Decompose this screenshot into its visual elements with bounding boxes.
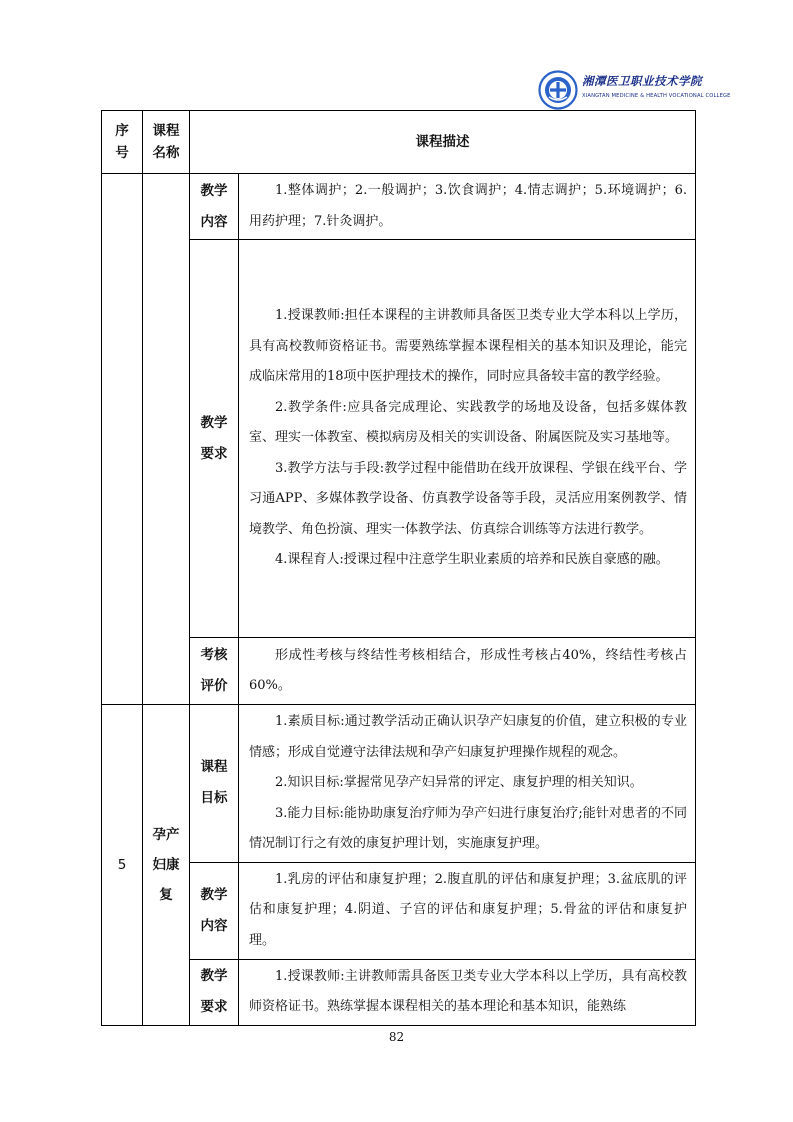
college-logo — [538, 70, 731, 110]
table-row — [102, 240, 696, 638]
sub-label-cell: 课程 目标 — [190, 705, 239, 863]
college-logo-english: XIANGTAN MEDICINE & HEALTH VOCATIONAL COLLEGE — [582, 93, 731, 99]
description-cell: 1.素质目标:通过教学活动正确认识孕产妇康复的价值，建立积极的专业情感；形成自觉遵守法律法规和孕产妇康复护理操作规程的观念。 2.知识目标:掌握常见孕产妇异常的评定、康复护理的相关知识。 3.能力目标:能协助康复治疗师为孕产妇进行康复治疗;能针对患者的不同情况制订行之有效的康复护理计划，实施康复护理。 — [239, 705, 696, 863]
table-row — [102, 959, 696, 1025]
description-cell: 1.整体调护；2.一般调护；3.饮食调护；4.情志调护；5.环境调护；6.用药护理；7.针灸调护。 — [239, 174, 696, 240]
course-name-cell: 孕产 妇康 复 — [143, 705, 190, 1026]
college-logo-name: 湘潭医卫职业技术学院 — [582, 74, 702, 88]
header-course-description: 课程描述 — [190, 111, 696, 174]
table-row — [102, 862, 696, 959]
sub-label-cell: 教学 要求 — [190, 240, 239, 638]
description-cell: 1.授课教师:担任本课程的主讲教师具备医卫类专业大学本科以上学历，具有高校教师资格证书。需要熟练掌握本课程相关的基本知识及理论，能完成临床常用的18项中医护理技术的操作，同时应具备较丰富的教学经验。 2.教学条件:应具备完成理论、实践教学的场地及设备，包括多媒体教室、理实一体教室、模拟病房及相关的实训设备、附属医院及实习基地等。 3.教学方法与手段:教学过程中能借助在线开放课程、学银在线平台、学习通APP、多媒体教学设备、仿真教学设备等手段，灵活应用案例教学、情境教学、角色扮演、理实一体教学法、仿真综合训练等方法进行教学。 4.课程育人:授课过程中注意学生职业素质的培养和民族自豪感的融。 — [239, 240, 696, 638]
table-row — [102, 705, 696, 863]
page-number: 82 — [388, 1030, 405, 1044]
college-seal-icon — [538, 70, 578, 110]
course-table — [101, 110, 696, 1026]
table-row — [102, 174, 696, 240]
header-course-name: 课程 名称 — [143, 111, 190, 174]
sub-label-cell: 教学 要求 — [190, 959, 239, 1025]
table-row — [102, 638, 696, 705]
description-cell: 1.乳房的评估和康复护理；2.腹直肌的评估和康复护理；3.盆底肌的评估和康复护理；4.阴道、子宫的评估和康复护理；5.骨盆的评估和康复护理。 — [239, 862, 696, 959]
description-cell: 形成性考核与终结性考核相结合，形成性考核占40%，终结性考核占60%。 — [239, 638, 696, 705]
seq-cell: 5 — [102, 705, 143, 1026]
seq-cell-empty — [102, 174, 143, 705]
description-cell: 1.授课教师:主讲教师需具备医卫类专业大学本科以上学历，具有高校教师资格证书。熟练掌握本课程相关的基本理论和基本知识，能熟练 — [239, 959, 696, 1025]
course-name-cell-empty — [143, 174, 190, 705]
header-seq: 序 号 — [102, 111, 143, 174]
sub-label-cell: 教学 内容 — [190, 862, 239, 959]
sub-label-cell: 考核 评价 — [190, 638, 239, 705]
sub-label-cell: 教学 内容 — [190, 174, 239, 240]
table-header-row — [102, 111, 696, 174]
